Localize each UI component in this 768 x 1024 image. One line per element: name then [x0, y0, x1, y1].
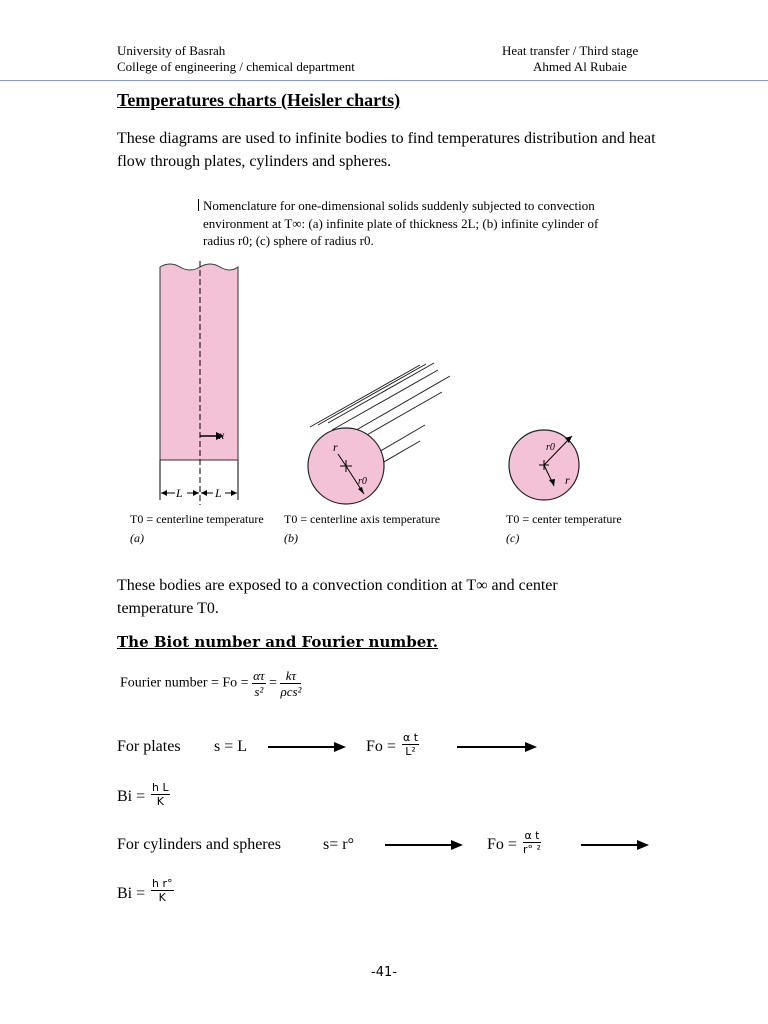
cylinders-fo-den: r° ²: [523, 843, 541, 856]
fourier-label: Fourier number = Fo =: [120, 675, 249, 691]
exposure-line-2: temperature T0.: [117, 600, 219, 617]
sphere-temp-label: T0 = center temperature: [506, 512, 622, 526]
exposure-line-1: These bodies are exposed to a convection condition at T∞ and center: [117, 577, 558, 594]
cylinders-fo-label: Fo =: [487, 836, 517, 853]
cylinder-tag: (b): [284, 531, 298, 545]
page-title: Temperatures charts (Heisler charts): [117, 90, 401, 110]
fourier-equals: =: [269, 675, 277, 691]
plates-fo-label: Fo =: [366, 738, 396, 755]
page-number: -41-: [371, 965, 397, 980]
cylinders-arrow-2: [581, 838, 651, 852]
cylinder-r0-label: r0: [358, 476, 367, 487]
cylinder-drawing: [308, 363, 450, 504]
cylinders-fo-fraction: [523, 829, 541, 856]
cylinders-bi-den: K: [158, 891, 166, 904]
fourier-fraction-1: [252, 668, 265, 699]
plate-tag: (a): [130, 531, 144, 545]
plates-fo-num: α t: [403, 731, 419, 744]
cylinders-arrow-1: [385, 838, 465, 852]
caption-bar: [198, 199, 199, 211]
plates-bi-fraction: [151, 781, 170, 808]
cylinders-bi-label: Bi =: [117, 885, 146, 902]
fourier-definition: [120, 668, 301, 699]
cylinder-r-label: r: [333, 440, 338, 454]
sphere-drawing: [509, 430, 579, 500]
sphere-r0-label: r0: [546, 442, 555, 453]
fourier-den-1: s²: [254, 684, 264, 699]
cylinder-temp-label: T0 = centerline axis temperature: [284, 512, 441, 526]
plates-fo-den: L²: [405, 745, 416, 758]
cylinders-s-equation: s= r°: [323, 836, 354, 853]
fourier-den-2: ρcs²: [280, 684, 302, 699]
cylinders-label: For cylinders and spheres: [117, 836, 281, 853]
fourier-fraction-2: [280, 668, 301, 699]
sphere-r-label: r: [565, 473, 570, 487]
plates-bi-den: K: [156, 795, 164, 808]
plates-fo-fraction: [402, 731, 419, 758]
caption-line-3: radius r0; (c) sphere of radius r0.: [203, 233, 374, 248]
cylinders-bi-num: h r°: [152, 877, 173, 890]
plate-temp-label: T0 = centerline temperature: [130, 512, 264, 526]
header-course: Heat transfer / Third stage: [502, 43, 639, 58]
plates-s-equation: s = L: [214, 738, 248, 755]
figure-caption: [203, 197, 633, 250]
header-rule: [0, 80, 768, 81]
plate-drawing: [160, 261, 238, 505]
header-institution: University of Basrah: [117, 43, 226, 58]
plate-L-right-label: L: [215, 486, 222, 500]
caption-line-2: environment at T∞: (a) infinite plate of thickness 2L; (b) infinite cylinder of: [203, 215, 599, 231]
caption-line-1: Nomenclature for one-dimensional solids suddenly subjected to convection: [203, 198, 595, 213]
biot-fourier-heading: The Biot number and Fourier number.: [117, 633, 439, 651]
intro-paragraph: These diagrams are used to infinite bodies to find temperatures distribution and heat flow through plates, cylinders and spheres.: [117, 130, 656, 170]
plates-arrow-1: [268, 740, 348, 754]
plate-L-left-label: L: [176, 486, 183, 500]
fourier-num-1: ατ: [253, 668, 265, 683]
plates-label: For plates: [117, 738, 181, 755]
header-department: College of engineering / chemical department: [117, 59, 355, 74]
figure-diagram: [120, 255, 660, 515]
plates-arrow-2: [457, 740, 539, 754]
sphere-tag: (c): [506, 531, 520, 545]
plates-bi-label: Bi =: [117, 788, 146, 805]
plates-bi-num: h L: [152, 781, 169, 794]
header-author: Ahmed Al Rubaie: [533, 59, 627, 74]
plate-x-label: x: [219, 428, 225, 442]
cylinders-bi-fraction: [151, 877, 174, 904]
fourier-num-2: kτ: [280, 668, 301, 684]
cylinders-fo-num: α t: [524, 829, 540, 842]
